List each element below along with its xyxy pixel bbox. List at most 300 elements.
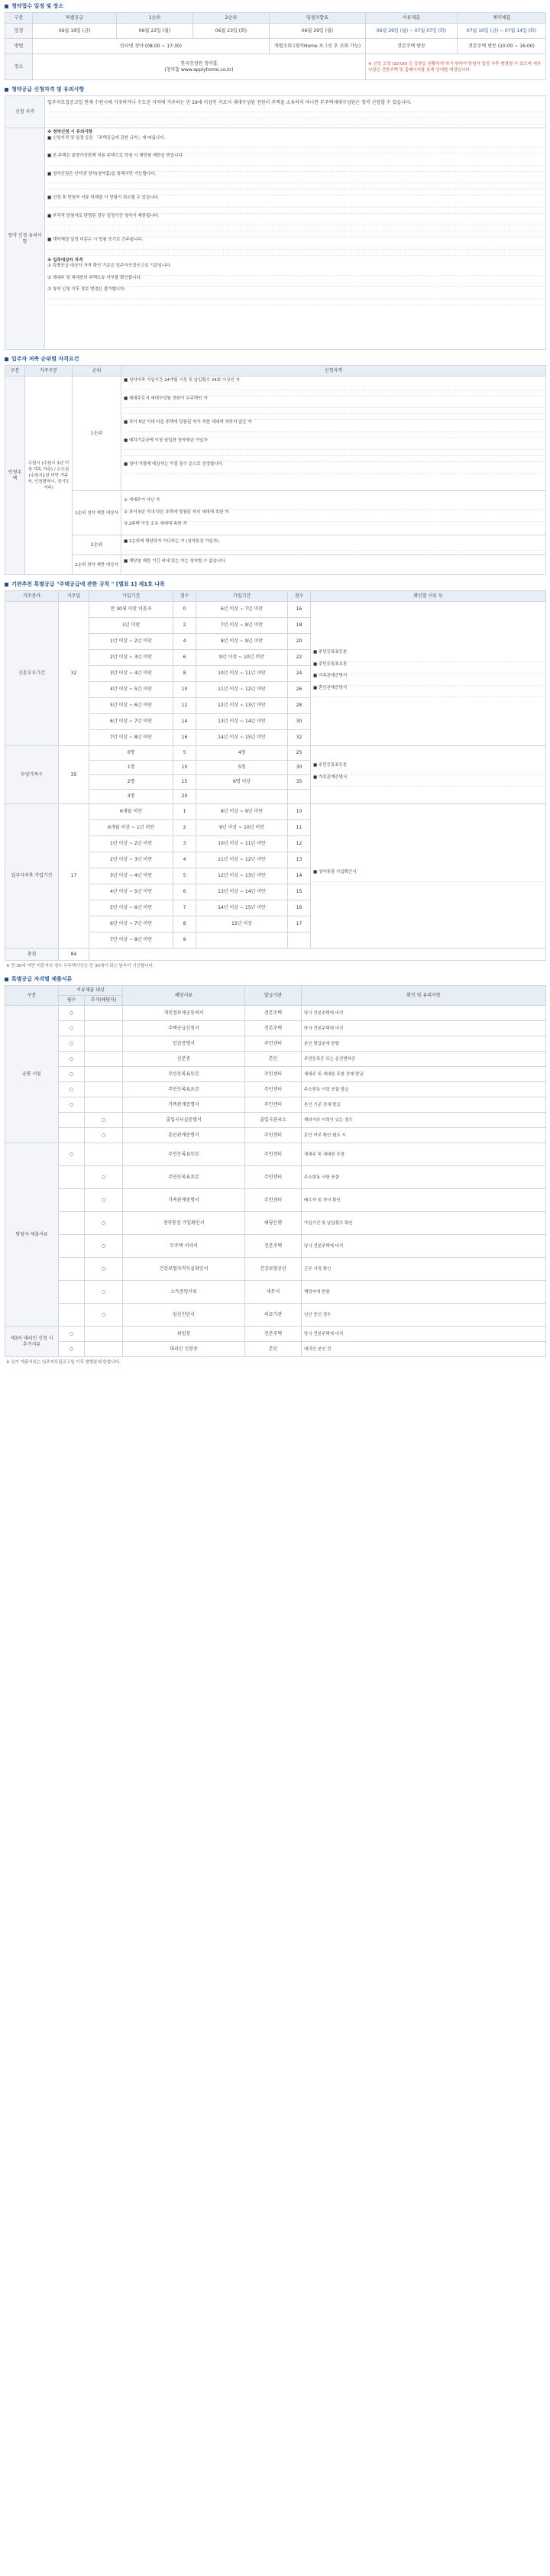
doc-cell: 소득증빙서류	[123, 1281, 245, 1304]
doc-cell	[85, 1036, 123, 1052]
doc-cell: 주민센터	[245, 1128, 302, 1143]
doc-row	[5, 1097, 546, 1113]
doc-cell: 해외거주 이력이 있는 경우	[302, 1113, 546, 1128]
score-cell: 11년 이상 ~ 12년 미만	[196, 682, 288, 698]
doc-cell	[59, 1235, 85, 1258]
doc-cell: ○	[59, 1342, 85, 1357]
row-label: 청약 신청 유의사항	[5, 128, 45, 350]
score-cell: 11년 이상 ~ 12년 미만	[196, 852, 288, 868]
score-cell: 14년 이상 ~ 15년 미만	[196, 730, 288, 746]
doc-cell: ○	[59, 1097, 85, 1113]
score-doc-item: ■ 가족관계증명서	[313, 674, 348, 678]
method-cell: 인터넷 청약 (08:00 ~ 17:30)	[33, 39, 270, 54]
score-cell: 12년 이상 ~ 13년 미만	[196, 868, 288, 884]
doc-cell: 주민등록표등본	[123, 1067, 245, 1082]
score-cell: 12년 이상 ~ 13년 미만	[196, 698, 288, 714]
doc-cell	[59, 1304, 85, 1327]
score-cell: 7년 이상 ~ 8년 미만	[89, 932, 173, 949]
score-cell: 30	[288, 714, 311, 730]
doc-cell	[85, 1097, 123, 1113]
schedule-cell: 06월 23일 (화)	[193, 24, 270, 39]
score-cell: 30	[288, 761, 311, 775]
doc-cell: ○	[85, 1304, 123, 1327]
score-cell: 14	[173, 714, 196, 730]
schedule-header: 구분	[5, 13, 33, 24]
rank1-list: ■ 청약저축 가입기간 24개월 이상 및 납입횟수 24회 이상인 자 ■ 세대주로서 세대구성원 전원이 무주택인 자 ■ 과거 5년 이내 다른 주택에 당첨된 자가 속한 세대에 속하지 않은 자 ■ 예치기준금액 이상 납입한 청약예금 가입자 ■ 청약 가점제 대상자는 가점 점수 순으로 선정합니다.	[121, 377, 546, 491]
schedule-cell: 06월 19일 (금)	[33, 24, 117, 39]
rank2-text: ■ 1순위에 해당하지 아니하는 자 (청약통장 가입자)	[121, 535, 546, 555]
schedule-header: 1순위	[117, 13, 193, 24]
place-cell	[33, 54, 366, 80]
score-cell: 18	[288, 618, 311, 634]
doc-cell: 임신 중인 경우	[302, 1304, 546, 1327]
eligibility-text: 입주자모집공고일 현재 수원시에 거주하거나 수도권 지역에 거주하는 만 19세 이상인 자로서 세대구성원 전원이 주택을 소유하지 아니한 무주택세대구성원은 청약 신청할 수 있습니다.	[45, 96, 546, 128]
score-group-name: 부양가족수	[5, 746, 59, 804]
score-cell: 15	[173, 775, 196, 790]
score-cell: 14	[288, 868, 311, 884]
score-cell: 9년 이상 ~ 10년 미만	[196, 650, 288, 666]
doc-row	[5, 1143, 546, 1166]
doc-row	[5, 1113, 546, 1128]
doc-group-name: 제3자 대리인 신청 시 추가서류	[5, 1327, 59, 1357]
doc-cell: 위임장	[123, 1327, 245, 1342]
notice-sub-item: ① 특별공급 대상자 자격 확인 기준은 입주자모집공고일 기준입니다.	[47, 263, 172, 268]
score-cell: 5년 이상 ~ 6년 미만	[89, 900, 173, 916]
doc-cell: 본인	[245, 1052, 302, 1067]
score-cell: 0	[173, 602, 196, 618]
score-note: ※ 만 30세 미만 미혼자의 경우 무주택기간은 만 30세가 되는 날부터 기산합니다.	[6, 964, 154, 968]
doc-cell: 세대주 및 세대원 포함 전체 발급	[302, 1067, 546, 1082]
place-sub: (청약홈 www.applyhome.co.kr)	[164, 66, 234, 73]
section3-title: 입주자 저축 순위별 자격요건	[0, 353, 550, 365]
score-cell: 12	[288, 836, 311, 852]
doc-row	[5, 1082, 546, 1097]
doc-cell: 대리인 본인 것	[302, 1342, 546, 1357]
score-cell: 35	[288, 775, 311, 790]
doc-cell: 당사 견본주택에 비치	[302, 1006, 546, 1021]
doc-cell: 주소변동 이력 포함 발급	[302, 1082, 546, 1097]
doc-cell	[85, 1006, 123, 1021]
doc-cell: ○	[85, 1113, 123, 1128]
documents-table	[5, 985, 546, 1357]
row-label: 신청 자격	[5, 96, 45, 128]
score-cell	[288, 790, 311, 804]
score-cell	[196, 790, 288, 804]
score-group-name: 신혼부부기간	[5, 602, 59, 746]
score-row	[5, 804, 546, 820]
score-cell: 20	[288, 634, 311, 650]
notice-item: ■ 본 주택은 분양가상한제 적용 주택으로 당첨 시 재당첨 제한을 받습니다.	[47, 154, 184, 158]
schedule-header: 당첨자발표	[270, 13, 366, 24]
score-doc-item: ■ 혼인관계증명서	[313, 685, 348, 690]
rank-header: 신청자격	[121, 366, 546, 377]
score-doc-item: ■ 가족관계증명서	[313, 774, 348, 780]
score-header: 가입기간	[89, 591, 173, 602]
doc-cell: 건강보험자격득실확인서	[123, 1258, 245, 1281]
score-cell: 14년 이상 ~ 15년 미만	[196, 900, 288, 916]
score-cell: 5	[173, 746, 196, 761]
doc-cell: 무주택 서약서	[123, 1235, 245, 1258]
doc-cell	[85, 1143, 123, 1166]
score-cell: 5년 이상 ~ 6년 미만	[89, 698, 173, 714]
doc-cell: 인감증명서	[123, 1036, 245, 1052]
score-header: 점수	[288, 591, 311, 602]
doc-header: 확인 및 유의사항	[302, 986, 546, 1006]
doc-cell: 의료기관	[245, 1304, 302, 1327]
doc-cell: 대리인 신분증	[123, 1342, 245, 1357]
area-label: 수원시 (수원시 1년 이상 계속 거주) / 수도권 (수원시1년 미만 거주자, 인천광역시, 경기도 거주)	[25, 377, 73, 575]
doc-row	[5, 1036, 546, 1052]
score-cell: 13년 이상 ~ 14년 미만	[196, 884, 288, 900]
doc-cell: ○	[59, 1036, 85, 1052]
rank-label: 1순위 청약 제한 대상자	[73, 491, 121, 535]
place-note: ※ 신청 고정 (10:00) 등 공원을 원활하게 하기 위하여 당첨자 일정 추후 변경될 수 있으며 세부 사항은 견본주택 및 홈페이지를 통해 안내할 예정입니다.	[366, 54, 546, 80]
doc-cell: ○	[85, 1235, 123, 1258]
doc-cell	[85, 1067, 123, 1082]
score-cell: 10	[173, 682, 196, 698]
doc-row	[5, 1006, 546, 1021]
score-cell: 15	[288, 884, 311, 900]
notice-item: ■ 신청자격 및 일정 등은 「주택공급에 관한 규칙」에 따릅니다.	[47, 135, 166, 141]
score-cell: 10	[288, 804, 311, 820]
score-row	[5, 746, 546, 761]
method-cell: 개별조회 (청약Home 로그인 후 조회 가능)	[270, 39, 366, 54]
doc-cell: 당사 견본주택에 비치	[302, 1021, 546, 1036]
score-cell: 4명	[196, 746, 288, 761]
doc-cell: ○	[85, 1128, 123, 1143]
rank-table	[5, 365, 546, 575]
doc-cell	[85, 1327, 123, 1342]
square-icon	[5, 5, 8, 8]
score-cell: 2	[173, 618, 196, 634]
doc-footer-note: ※ 상기 제출서류는 입주자모집공고일 이후 발행분에 한합니다.	[6, 1360, 121, 1365]
doc-row	[5, 1342, 546, 1357]
score-cell: 0명	[89, 746, 173, 761]
score-group-days: 35	[59, 746, 89, 804]
notice-sub-item: ② 세대주 및 세대원의 주택소유 여부를 확인합니다.	[47, 275, 142, 280]
score-cell: 10	[173, 761, 196, 775]
doc-row	[5, 1189, 546, 1212]
doc-cell	[59, 1281, 85, 1304]
doc-cell: 출입국관리소	[245, 1113, 302, 1128]
score-docs	[311, 602, 546, 746]
schedule-cell: 06월 29일 (월)	[270, 24, 366, 39]
doc-cell: 주민등록표등본	[123, 1143, 245, 1166]
doc-header: 서류제출 대상	[59, 986, 123, 996]
score-cell: 2년 이상 ~ 3년 미만	[89, 650, 173, 666]
doc-row	[5, 1212, 546, 1235]
score-cell: 28	[288, 698, 311, 714]
doc-cell: 신분증	[123, 1052, 245, 1067]
score-cell	[288, 932, 311, 949]
score-cell: 9년 이상 ~ 10년 미만	[196, 820, 288, 836]
section2-title: 청약공급 신청자격 및 유의사항	[0, 83, 550, 95]
method-cell: 견본주택 방문 (10:00 ~ 16:00)	[458, 39, 546, 54]
doc-cell: ○	[85, 1281, 123, 1304]
schedule-cell: 07월 10일 (금) ~ 07월 14일 (화)	[458, 24, 546, 39]
square-icon	[5, 978, 8, 981]
square-icon	[5, 583, 8, 587]
doc-cell: 본인	[245, 1342, 302, 1357]
score-header: 거주일	[59, 591, 89, 602]
method-cell: 견본주택 방문	[366, 39, 458, 54]
rank-label: 1순위	[73, 377, 121, 491]
row-label: 장소	[5, 54, 33, 80]
rank-header: 구분	[5, 366, 25, 377]
doc-cell: 배우자 및 자녀 확인	[302, 1189, 546, 1212]
score-cell: 5	[173, 868, 196, 884]
total-label: 총점	[5, 949, 59, 961]
score-cell: 1년 미만	[89, 618, 173, 634]
doc-cell: ○	[59, 1006, 85, 1021]
doc-cell: 주택공급신청서	[123, 1021, 245, 1036]
schedule-header: 서류제출	[366, 13, 458, 24]
score-cell: 22	[288, 650, 311, 666]
doc-cell: 주민센터	[245, 1097, 302, 1113]
doc-cell	[85, 1082, 123, 1097]
doc-cell: 가족관계증명서	[123, 1189, 245, 1212]
eligibility-table	[5, 95, 546, 350]
score-cell: 12	[173, 698, 196, 714]
doc-cell: 견본주택	[245, 1235, 302, 1258]
doc-cell: ○	[59, 1052, 85, 1067]
doc-cell: 당사 견본주택에 비치	[302, 1235, 546, 1258]
score-cell: 8년 이상 ~ 9년 미만	[196, 804, 288, 820]
doc-cell: ○	[59, 1067, 85, 1082]
notice-item: ■ 계약체결 일정 미준수 시 당첨 포기로 간주됩니다.	[47, 238, 144, 242]
doc-header: 발급기관	[245, 986, 302, 1006]
score-cell: 1	[173, 804, 196, 820]
doc-cell: 주소변동 사항 포함	[302, 1166, 546, 1189]
score-cell: 6년 이상 ~ 7년 미만	[89, 916, 173, 932]
doc-cell	[59, 1212, 85, 1235]
doc-cell: 주민센터	[245, 1082, 302, 1097]
notice-item: ■ 부적격 당첨자로 판명된 경우 일정기간 청약이 제한됩니다.	[47, 213, 160, 218]
score-cell: 4년 이상 ~ 5년 미만	[89, 682, 173, 698]
schedule-header: 2순위	[193, 13, 270, 24]
doc-cell: 가입기간 및 납입횟수 확인	[302, 1212, 546, 1235]
doc-cell: ○	[59, 1082, 85, 1097]
doc-cell: ○	[85, 1166, 123, 1189]
doc-cell: 주민센터	[245, 1166, 302, 1189]
score-cell: 2명	[89, 775, 173, 790]
score-doc-item: ■ 주민등록표등본	[313, 763, 348, 768]
doc-cell: 해당자에 한함	[302, 1281, 546, 1304]
doc-row	[5, 1052, 546, 1067]
doc-row	[5, 1304, 546, 1327]
doc-cell: 개인정보제공동의서	[123, 1006, 245, 1021]
score-cell: 만 30세 미만 미혼자	[89, 602, 173, 618]
score-doc-item: ■ 주민등록표초본	[313, 661, 348, 667]
doc-row	[5, 1281, 546, 1304]
score-cell: 6	[173, 650, 196, 666]
rank-header: 거주구분	[25, 366, 73, 377]
score-cell: 13년 이상 ~ 14년 미만	[196, 714, 288, 730]
rank-label: 2순위 청약 제한 대상자	[73, 555, 121, 575]
score-cell: 24	[288, 666, 311, 682]
rank1b-list: ① 세대주가 아닌 자 ② 과거 5년 이내 다른 주택에 당첨된 자의 세대에 속한 자 ③ 2주택 이상 소유 세대에 속한 자	[121, 491, 546, 535]
doc-cell	[59, 1258, 85, 1281]
doc-cell: 견본주택	[245, 1327, 302, 1342]
score-cell: 26	[288, 682, 311, 698]
square-icon	[5, 88, 8, 92]
doc-cell: 주민등록표초본	[123, 1166, 245, 1189]
doc-cell	[59, 1166, 85, 1189]
score-cell: 15년 이상	[196, 916, 288, 932]
total-value: 84	[59, 949, 89, 961]
score-table	[5, 590, 546, 961]
doc-cell: 혼인 여부 확인 필요 시	[302, 1128, 546, 1143]
score-cell: 8	[173, 666, 196, 682]
doc-cell: ○	[59, 1021, 85, 1036]
doc-cell: ○	[85, 1212, 123, 1235]
doc-cell: ○	[85, 1258, 123, 1281]
doc-cell: 해당은행	[245, 1212, 302, 1235]
score-cell	[196, 932, 288, 949]
doc-cell: 주민센터	[245, 1189, 302, 1212]
section1-title: 청약접수 일정 및 장소	[0, 0, 550, 12]
doc-cell: 주민등록증 또는 운전면허증	[302, 1052, 546, 1067]
doc-cell: ○	[85, 1189, 123, 1212]
schedule-cell: 06월 22일 (월)	[117, 24, 193, 39]
rank-label: 2순위	[73, 535, 121, 555]
row-label: 일정	[5, 24, 33, 39]
score-cell: 3년 이상 ~ 4년 미만	[89, 666, 173, 682]
score-cell: 16	[173, 730, 196, 746]
doc-row	[5, 1166, 546, 1189]
score-cell: 10년 이상 ~ 11년 미만	[196, 666, 288, 682]
score-cell: 32	[288, 730, 311, 746]
row-label: 방법	[5, 39, 33, 54]
doc-cell: 주민센터	[245, 1067, 302, 1082]
score-group-days: 32	[59, 602, 89, 746]
score-cell: 3명	[89, 790, 173, 804]
doc-row	[5, 1258, 546, 1281]
doc-cell: 견본주택	[245, 1021, 302, 1036]
score-cell: 6명 이상	[196, 775, 288, 790]
doc-header: 해당서류	[123, 986, 245, 1006]
score-cell: 6개월 미만	[89, 804, 173, 820]
score-cell: 13	[288, 852, 311, 868]
score-cell: 17	[288, 916, 311, 932]
notice-item: ■ 청약신청은 인터넷 청약(청약홈)을 통해서만 가능합니다.	[47, 171, 157, 176]
doc-group-name: 공통 서류	[5, 1006, 59, 1143]
score-group-days: 17	[59, 804, 89, 949]
square-icon	[5, 357, 8, 361]
doc-cell: ○	[59, 1143, 85, 1166]
score-cell: 16	[288, 900, 311, 916]
section4-title: 기관추천 특별공급 "주택공급에 관한 규칙 " [별표 1] 제1호 나목	[0, 578, 550, 590]
score-cell: 5명	[196, 761, 288, 775]
score-header: 거주분야	[5, 591, 59, 602]
doc-cell: 혼인관계증명서	[123, 1128, 245, 1143]
score-cell: 10년 이상 ~ 11년 미만	[196, 836, 288, 852]
doc-cell: 주민센터	[245, 1036, 302, 1052]
score-cell: 6년 이상 ~ 7년 미만	[89, 714, 173, 730]
doc-cell: 본인 발급분에 한함	[302, 1036, 546, 1052]
doc-row	[5, 1128, 546, 1143]
doc-cell: 주민센터	[245, 1143, 302, 1166]
schedule-header: 특별공급	[33, 13, 117, 24]
score-cell: 7	[173, 900, 196, 916]
doc-cell: 주민등록표초본	[123, 1082, 245, 1097]
score-docs	[311, 804, 546, 949]
score-cell: 3년 이상 ~ 4년 미만	[89, 868, 173, 884]
schedule-table	[5, 12, 546, 80]
score-header: 가입기간	[196, 591, 288, 602]
score-row	[5, 602, 546, 618]
score-cell: 2	[173, 820, 196, 836]
doc-subheader: 필수	[59, 996, 85, 1006]
score-cell: 7년 이상 ~ 8년 미만	[89, 730, 173, 746]
rank2b-text: ■ 재당첨 제한 기간 내에 있는 자는 청약할 수 없습니다.	[121, 555, 546, 575]
doc-cell	[59, 1128, 85, 1143]
doc-cell	[59, 1113, 85, 1128]
score-header: 확인할 서류 등	[311, 591, 546, 602]
score-cell: 1명	[89, 761, 173, 775]
doc-cell: 세대주 및 세대원 포함	[302, 1143, 546, 1166]
notice-item: ■ 신청 후 당첨자 서류 미제출 시 당첨이 취소될 수 있습니다.	[47, 196, 160, 200]
score-doc-item: ■ 청약통장 가입확인서	[313, 870, 357, 875]
doc-cell: ○	[59, 1327, 85, 1342]
doc-cell	[85, 1052, 123, 1067]
score-cell: 8	[173, 916, 196, 932]
rank-header: 순위	[73, 366, 121, 377]
score-cell: 20	[173, 790, 196, 804]
score-cell: 1년 이상 ~ 2년 미만	[89, 836, 173, 852]
score-doc-item: ■ 주민등록표등본	[313, 650, 348, 655]
doc-cell	[85, 1342, 123, 1357]
score-cell: 8년 이상 ~ 9년 미만	[196, 634, 288, 650]
doc-group-name: 당첨자 제출서류	[5, 1143, 59, 1327]
doc-cell	[59, 1189, 85, 1212]
score-cell: 25	[288, 746, 311, 761]
section5-title: 특별공급 자격별 제출서류	[0, 973, 550, 985]
doc-cell: 청약통장 가입확인서	[123, 1212, 245, 1235]
doc-row	[5, 1021, 546, 1036]
score-cell: 11	[288, 820, 311, 836]
score-cell: 2년 이상 ~ 3년 미만	[89, 852, 173, 868]
score-docs	[311, 746, 546, 804]
notice-sub-item: ③ 청약 신청 이후 정보 변경은 불가합니다.	[47, 287, 126, 292]
doc-cell: 출입국사실증명서	[123, 1113, 245, 1128]
score-cell: 4	[173, 852, 196, 868]
doc-row	[5, 1327, 546, 1342]
doc-cell: 견본주택	[245, 1006, 302, 1021]
score-group-name: 입주자저축 가입기간	[5, 804, 59, 949]
score-cell: 6년 이상 ~ 7년 미만	[196, 602, 288, 618]
doc-cell: 가족관계증명서	[123, 1097, 245, 1113]
score-cell: 4년 이상 ~ 5년 미만	[89, 884, 173, 900]
group-label: 민영주택	[5, 377, 25, 575]
schedule-cell: 06월 29일 (월) ~ 07월 07일 (화)	[366, 24, 458, 39]
score-cell: 4	[173, 634, 196, 650]
doc-row	[5, 1235, 546, 1258]
score-cell: 3	[173, 836, 196, 852]
doc-cell: 본인 기준 상세 발급	[302, 1097, 546, 1113]
score-cell: 6	[173, 884, 196, 900]
doc-cell: 임신진단서	[123, 1304, 245, 1327]
score-cell: 6개월 이상 ~ 1년 미만	[89, 820, 173, 836]
score-cell: 9	[173, 932, 196, 949]
doc-cell: 근무 이력 확인	[302, 1258, 546, 1281]
score-cell: 16	[288, 602, 311, 618]
place-name: 한국감정원 청약홈	[180, 60, 218, 66]
doc-cell	[85, 1021, 123, 1036]
score-cell: 7년 이상 ~ 8년 미만	[196, 618, 288, 634]
doc-header: 구분	[5, 986, 59, 1006]
doc-subheader: 추가(해당자)	[85, 996, 123, 1006]
